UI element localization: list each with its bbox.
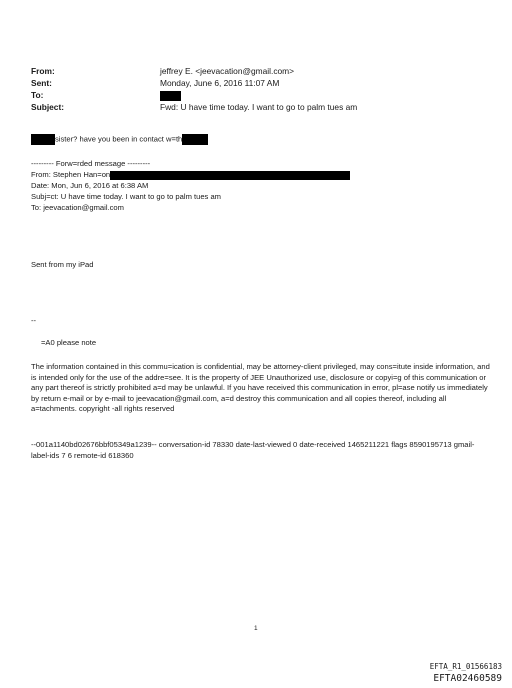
sent-from-line: Sent from my iPad [31, 260, 94, 269]
header-subject-row [31, 102, 357, 113]
forward-from-row [31, 170, 350, 180]
footer-id-2: EFTA02460589 [433, 673, 502, 684]
header-to-row [31, 90, 181, 101]
message-metadata: --001a1140bd02676bbf05349a1239-- conversation-id 78330 date-last-viewed 0 date-received 1465211221 flags 8590195713 gmail-label-ids 7 6 remote-id 618360 [31, 440, 475, 460]
subject-label: Subject: [31, 102, 65, 112]
redaction-block [182, 134, 208, 145]
redaction-block [31, 134, 55, 145]
page-number: 1 [254, 625, 258, 632]
redaction-block [110, 171, 350, 180]
header-from-row [31, 66, 294, 77]
sent-label: Sent: [31, 78, 52, 88]
to-label: To: [31, 90, 44, 100]
header-sent-row [31, 78, 279, 89]
sent-value: Monday, June 6, 2016 11:07 AM [160, 78, 280, 88]
message-line-1 [31, 134, 208, 145]
please-note: =A0 please note [41, 338, 97, 347]
forward-subject: Subj=ct: U have time today. I want to go to palm tues am [31, 192, 222, 201]
forward-to: To: jeevacation@gmail.com [31, 203, 124, 212]
forward-from: From: Stephen Han=on [31, 170, 111, 179]
subject-value: Fwd: U have time today. I want to go to palm tues am [160, 102, 358, 112]
from-label: From: [31, 66, 55, 76]
footer-id-1: EFTA_R1_01566183 [429, 662, 502, 671]
confidentiality-disclaimer: The information contained in this commu=ication is confidential, may be attorney-client privileged, may cons=itute inside information, and is intended only for the use of the addre=see. It is the property of JEE Unauthorized use, disclosure or copyi=g of this communication or any part thereof is strictly prohibited a=d may be unlawful. If you have received this communication in error, pl=ase notify us immediately by return e-mail or by e-mail to jeevacation@gmail.com, a=d destroy this communication and all copies thereof, including all a=tachments. copyright -all rights reserved [31, 362, 490, 414]
forward-marker: --------- Forw=rded message --------- [31, 159, 151, 168]
signature-dashes: -- [31, 316, 37, 325]
forward-date: Date: Mon, Jun 6, 2016 at 6:38 AM [31, 181, 149, 190]
to-redaction [160, 91, 181, 101]
from-value: jeffrey E. <jeevacation@gmail.com> [160, 66, 295, 76]
message-line-1-text: sister? have you been in contact w=th [55, 134, 183, 144]
